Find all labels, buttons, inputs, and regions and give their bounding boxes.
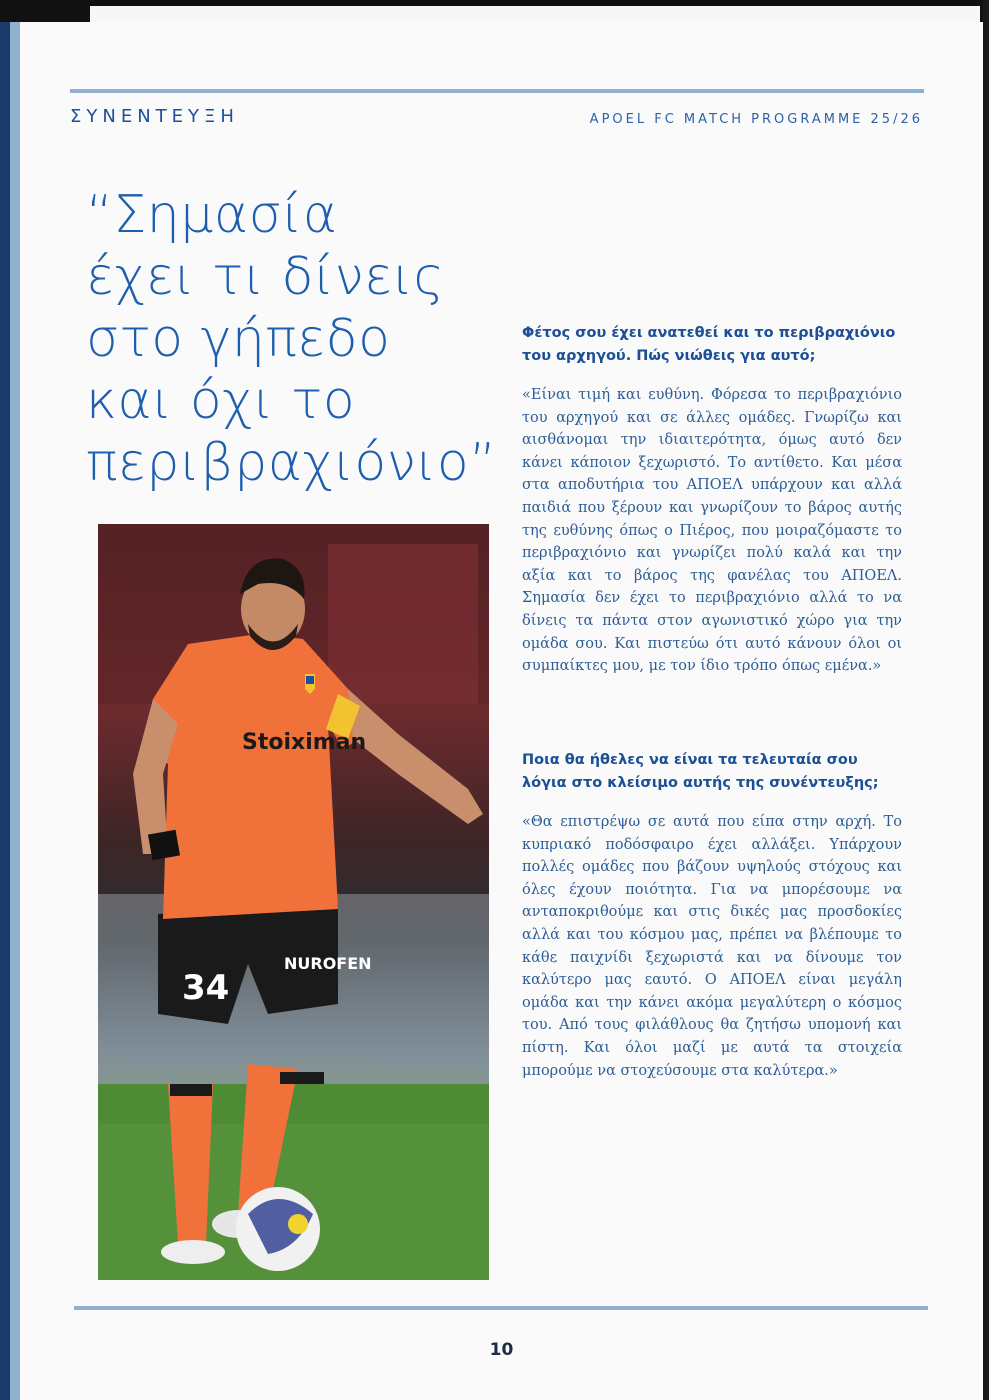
headline-line: περιβραχιόνιο” (86, 433, 497, 493)
headline-line: “Σημασία (86, 185, 338, 245)
qa-block-1 (522, 322, 902, 678)
spine-dark-stripe (0, 0, 10, 1400)
shirt-sponsor: Stoiximan (242, 730, 367, 755)
page-number: 10 (489, 1340, 514, 1360)
headline-line: στο γήπεδο (86, 309, 391, 369)
shorts-number: 34 (182, 968, 230, 1008)
qa-block-2 (522, 749, 902, 1082)
answer-2: «Θα επιστρέψω σε αυτά που είπα στην αρχή. Το κυπριακό ποδόσφαιρο έχει αλλάξει. Υπάρχουν πολλές ομάδες που βάζουν υψηλούς στόχους και όλες έχουν ποιότητα. Για να μπορέσουμε να ανταποκριθούμε και στις δικές μας προσδοκίες αλλά και του κόσμου μας, πρέπει να βλέπουμε το κάθε παιχνίδι ξεχωριστά και να δίνουμε τον καλύτερο μας εαυτό. Ο ΑΠΟΕΛ είναι μεγάλη ομάδα και την κάνει ακόμα μεγαλύτερη ο κόσμος του. Από τους φιλάθλους θα ζητήσω υπομονή και πίστη. Και όλοι μαζί με αυτά τα στοιχεία μπορούμε να στοχεύσουμε στα καλύτερα.» (522, 814, 902, 1079)
top-rule (70, 89, 924, 93)
magazine-page (20, 22, 983, 1400)
spine-light-stripe (10, 0, 20, 1400)
question-2: Ποια θα ήθελες να είναι τα τελευταία σου λόγια στο κλείσιμο αυτής της συνέντευξης; (522, 752, 879, 791)
headline-line: έχει τι δίνεις (86, 247, 445, 307)
shorts-sponsor: NUROFEN (284, 954, 372, 973)
question-1: Φέτος σου έχει ανατεθεί και το περιβραχιόνιο του αρχηγού. Πώς νιώθεις για αυτό; (522, 325, 896, 364)
bottom-rule (74, 1306, 928, 1310)
section-label: ΣΥΝΕΝΤΕΥΞΗ (70, 106, 239, 127)
right-edge (983, 0, 989, 1400)
top-frame (0, 0, 989, 22)
programme-label: APOEL FC MATCH PROGRAMME 25/26 (589, 112, 923, 127)
headline-line: και όχι το (86, 371, 356, 431)
player-photo (98, 524, 489, 1280)
headline-quote (86, 184, 526, 494)
answer-1: «Είναι τιμή και ευθύνη. Φόρεσα το περιβραχιόνιο του αρχηγού και σε άλλες ομάδες. Γνωρίζω και αισθάνομαι την ιδιαιτερότητα, όμως αυτό δεν κάνει κάποιον ξεχωριστό. Το αντίθετο. Και μέσα στα αποδυτήρια του ΑΠΟΕΛ υπάρχουν και αλλά παιδιά που ξέρουν και γνωρίζουν το βάρος αυτής της ευθύνης όπως ο Πιέρος, που μοιραζόμαστε το περιβραχιόνιο και γνωρίζει πολύ καλά και την αξία και το βάρος της φανέλας του ΑΠΟΕΛ. Σημασία δεν έχει το περιβραχιόνιο αλλά το να δίνεις τα πάντα στον αγωνιστικό χώρο για την ομάδα σου. Και πιστεύω ότι αυτό κάνουν όλοι οι συμπαίκτες μου, με τον ίδιο τρόπο όπως εμένα.» (522, 387, 902, 675)
